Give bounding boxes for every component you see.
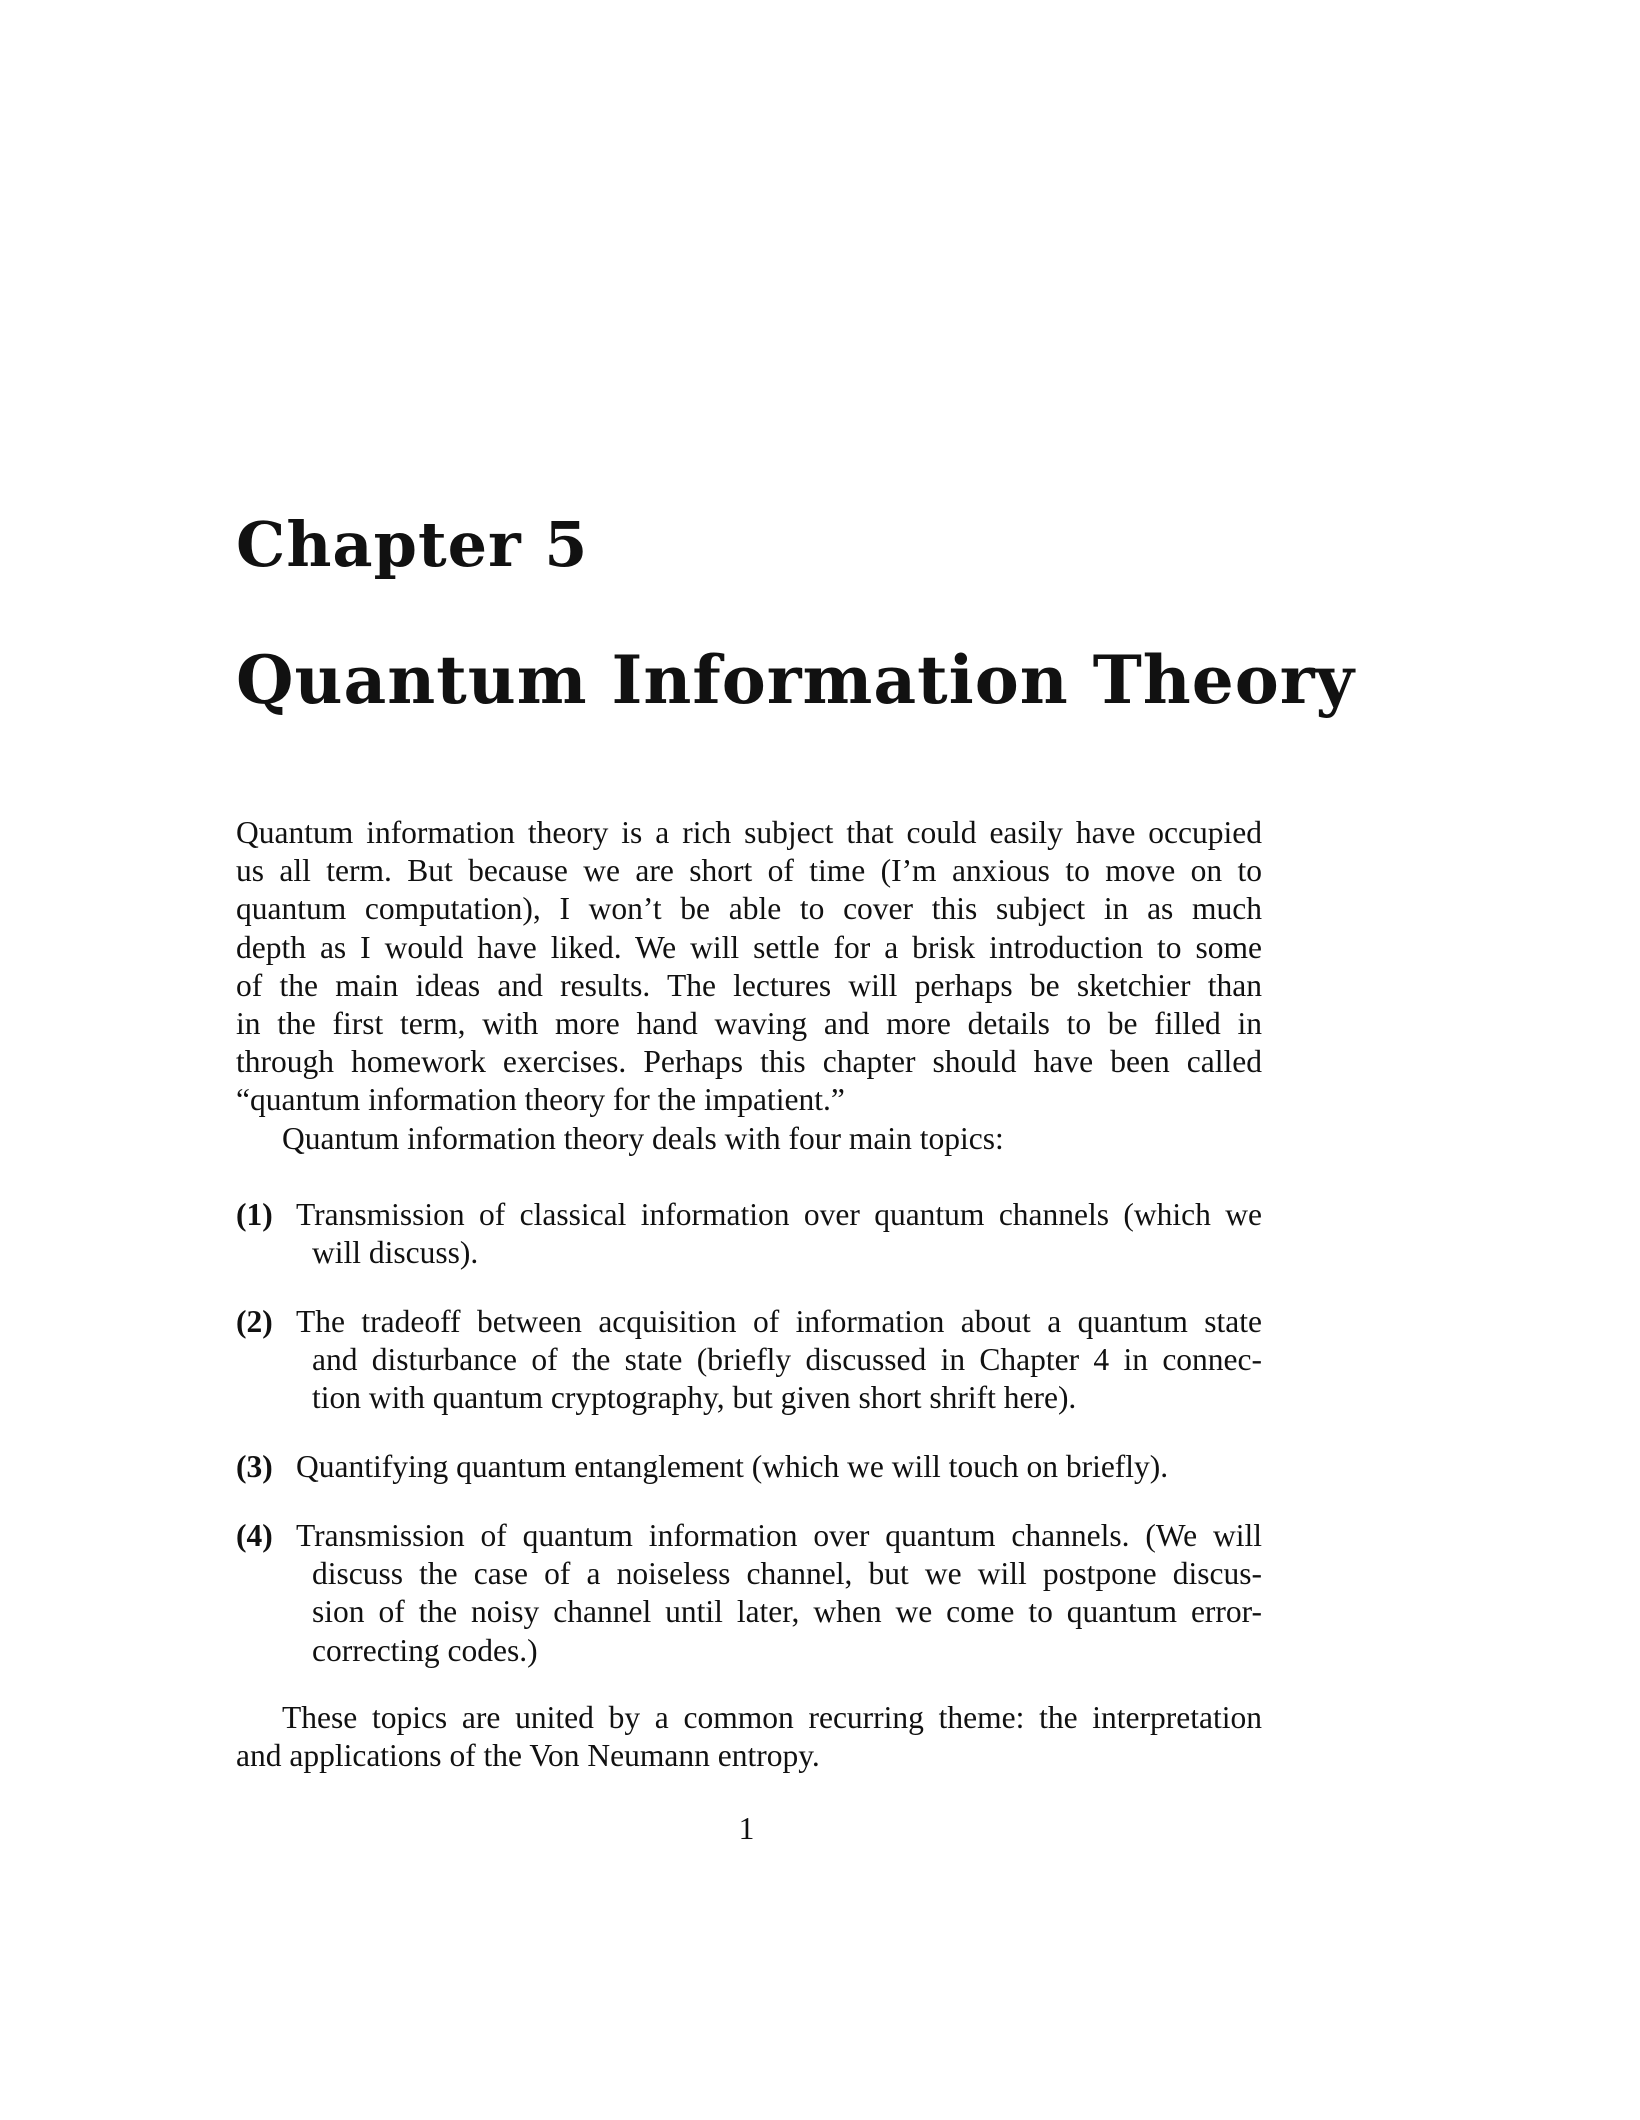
topic-line: and disturbance of the state (briefly discussed in Chapter 4 in connec- [312, 1342, 1262, 1378]
topic-line: Quantifying quantum entanglement (which we will touch on briefly). [296, 1449, 1169, 1484]
paragraph-line: of the main ideas and results. The lectures will perhaps be sketchier than [236, 967, 1262, 1003]
topic-line: will discuss). [312, 1235, 479, 1271]
paragraph-line: “quantum information theory for the impatient.” [236, 1082, 845, 1118]
topic-number: (2) [236, 1304, 273, 1339]
topic-line: discuss the case of a noiseless channel, but we will postpone discus- [312, 1556, 1262, 1592]
topic-line: Transmission of classical information over quantum channels (which we [296, 1197, 1262, 1232]
topic-number: (3) [236, 1449, 273, 1484]
topic-line: correcting codes.) [312, 1632, 538, 1668]
paragraph-line: quantum computation), I won’t be able to cover this subject in as much [236, 891, 1262, 927]
topic-line: tion with quantum cryptography, but given short shrift here). [312, 1380, 1077, 1416]
topic-line: sion of the noisy channel until later, when we come to quantum error- [312, 1594, 1262, 1630]
page-number: 1 [738, 1811, 755, 1846]
topic-item-3 [236, 1448, 1262, 1486]
paragraph-line: us all term. But because we are short of time (I’m anxious to move on to [236, 853, 1262, 889]
intro-paragraph [236, 814, 1262, 1120]
topic-item-2 [236, 1303, 1262, 1418]
paragraph-line: and applications of the Von Neumann entropy. [236, 1738, 820, 1774]
topic-number: (4) [236, 1518, 273, 1553]
topic-line: Transmission of quantum information over quantum channels. (We will [296, 1518, 1262, 1553]
chapter-label: Chapter 5 [236, 508, 589, 581]
topics-intro: Quantum information theory deals with four main topics: [282, 1121, 1004, 1156]
topic-item-4 [236, 1517, 1262, 1670]
closing-paragraph [236, 1699, 1262, 1775]
topic-item-1 [236, 1196, 1262, 1272]
paragraph-line: through homework exercises. Perhaps this chapter should have been called [236, 1044, 1262, 1080]
paragraph-line: Quantum information theory is a rich subject that could easily have occupied [236, 815, 1262, 850]
topic-line: The tradeoff between acquisition of information about a quantum state [296, 1304, 1262, 1339]
paragraph-line: in the first term, with more hand waving and more details to be filled in [236, 1006, 1262, 1042]
paragraph-line: These topics are united by a common recurring theme: the interpretation [282, 1700, 1262, 1735]
topic-number: (1) [236, 1197, 273, 1232]
paragraph-line: depth as I would have liked. We will settle for a brisk introduction to some [236, 929, 1262, 965]
chapter-title: Quantum Information Theory [236, 641, 1355, 719]
